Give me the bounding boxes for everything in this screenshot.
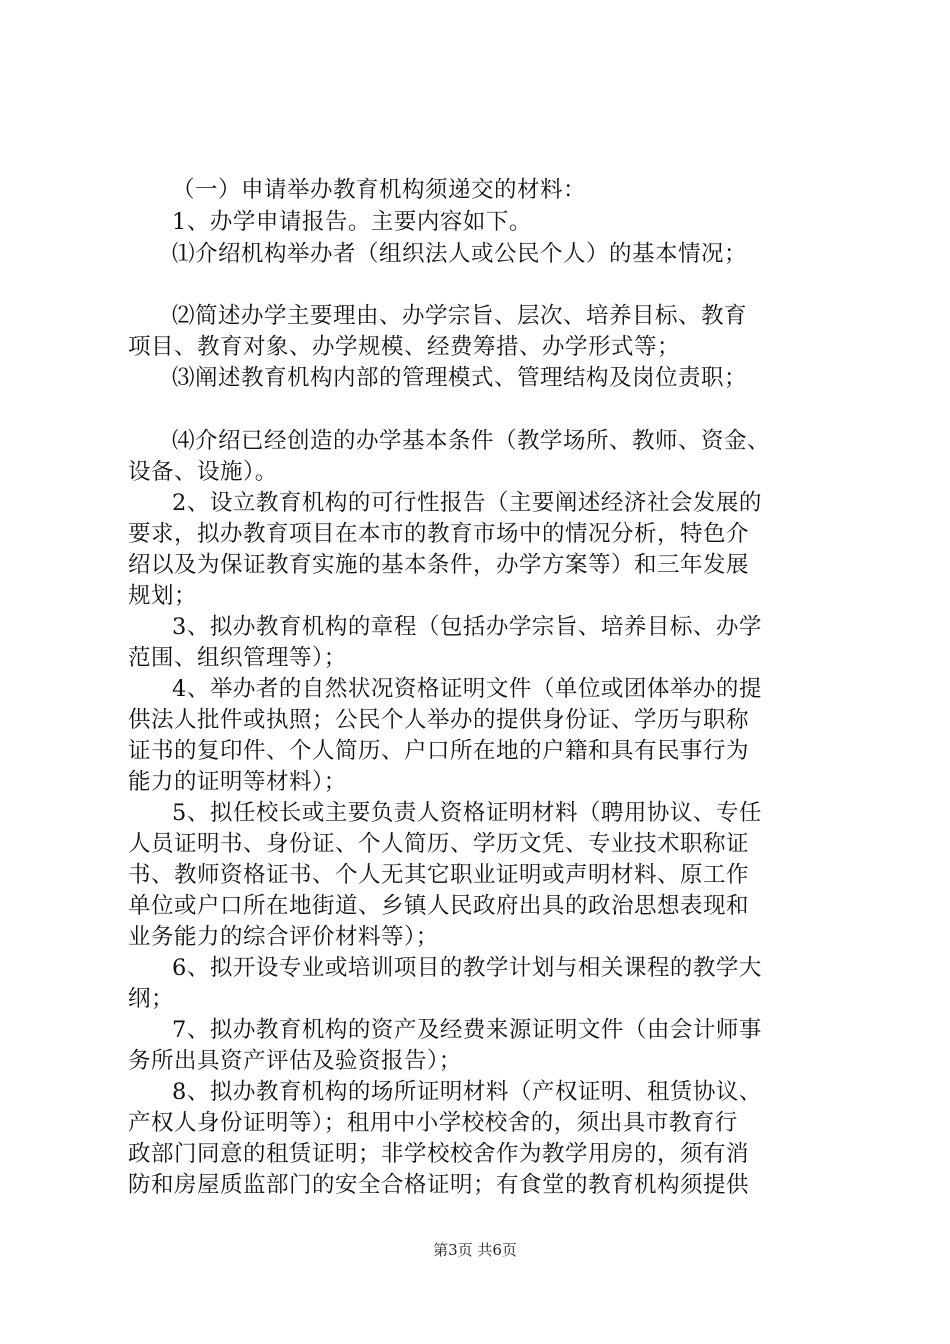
text-line: ⑶阐述教育机构内部的管理模式、管理结构及岗位责职； <box>172 365 748 391</box>
text-line: 7、拟办教育机构的资产及经费来源证明文件（由会计师事 <box>172 1017 762 1043</box>
text-line: 单位或户口所在地街道、乡镇人民政府出具的政治思想表现和 <box>128 893 750 919</box>
section-heading: （一）申请举办教育机构须递交的材料： <box>172 177 587 203</box>
text-line: 3、拟办教育机构的章程（包括办学宗旨、培养目标、办学 <box>172 614 762 640</box>
text-line: 证书的复印件、个人简历、户口所在地的户籍和具有民事行为 <box>128 738 750 764</box>
text-line: 防和房屋质监部门的安全合格证明；有食堂的教育机构须提供 <box>128 1172 750 1198</box>
text-line: 要求，拟办教育项目在本市的教育市场中的情况分析，特色介 <box>128 521 750 547</box>
text-line: 2、设立教育机构的可行性报告（主要阐述经济社会发展的 <box>172 490 762 516</box>
text-line: 4、举办者的自然状况资格证明文件（单位或团体举办的提 <box>172 676 762 702</box>
text-line: 8、拟办教育机构的场所证明材料（产权证明、租赁协议、 <box>172 1079 762 1105</box>
text-line: 政部门同意的租赁证明；非学校校舍作为教学用房的，须有消 <box>128 1141 750 1167</box>
text-line: 1、办学申请报告。主要内容如下。 <box>172 209 532 235</box>
text-line: 纲； <box>128 986 175 1012</box>
text-line: 务所出具资产评估及验资报告）； <box>128 1048 462 1074</box>
text-line: 5、拟任校长或主要负责人资格证明材料（聘用协议、专任 <box>172 800 762 826</box>
text-line: 业务能力的综合评价材料等）； <box>128 924 439 950</box>
text-line: 6、拟开设专业或培训项目的教学计划与相关课程的教学大 <box>172 955 762 981</box>
text-line: 绍以及为保证教育实施的基本条件，办学方案等）和三年发展 <box>128 552 750 578</box>
text-line: 规划； <box>128 583 198 609</box>
text-line: ⑴介绍机构举办者（组织法人或公民个人）的基本情况； <box>172 241 748 267</box>
text-line: 人员证明书、身份证、个人简历、学历文凭、专业技术职称证 <box>128 831 750 857</box>
text-line: 范围、组织管理等）； <box>128 645 347 671</box>
text-line: 设备、设施）。 <box>128 459 278 485</box>
text-line: ⑵简述办学主要理由、办学宗旨、层次、培养目标、教育 <box>172 303 748 329</box>
text-line: 供法人批件或执照；公民个人举办的提供身份证、学历与职称 <box>128 707 750 733</box>
text-line: 项目、教育对象、办学规模、经费筹措、办学形式等； <box>128 334 681 360</box>
text-line: 产权人身份证明等）；租用中小学校校舍的，须出具市教育行 <box>128 1110 738 1136</box>
text-line: ⑷介绍已经创造的办学基本条件（教学场所、教师、资金、 <box>172 428 771 454</box>
page-number-footer: 第3页 共6页 <box>433 1241 517 1259</box>
text-line: 书、教师资格证书、个人无其它职业证明或声明材料、原工作 <box>128 862 750 888</box>
text-line: 能力的证明等材料）； <box>128 769 347 795</box>
